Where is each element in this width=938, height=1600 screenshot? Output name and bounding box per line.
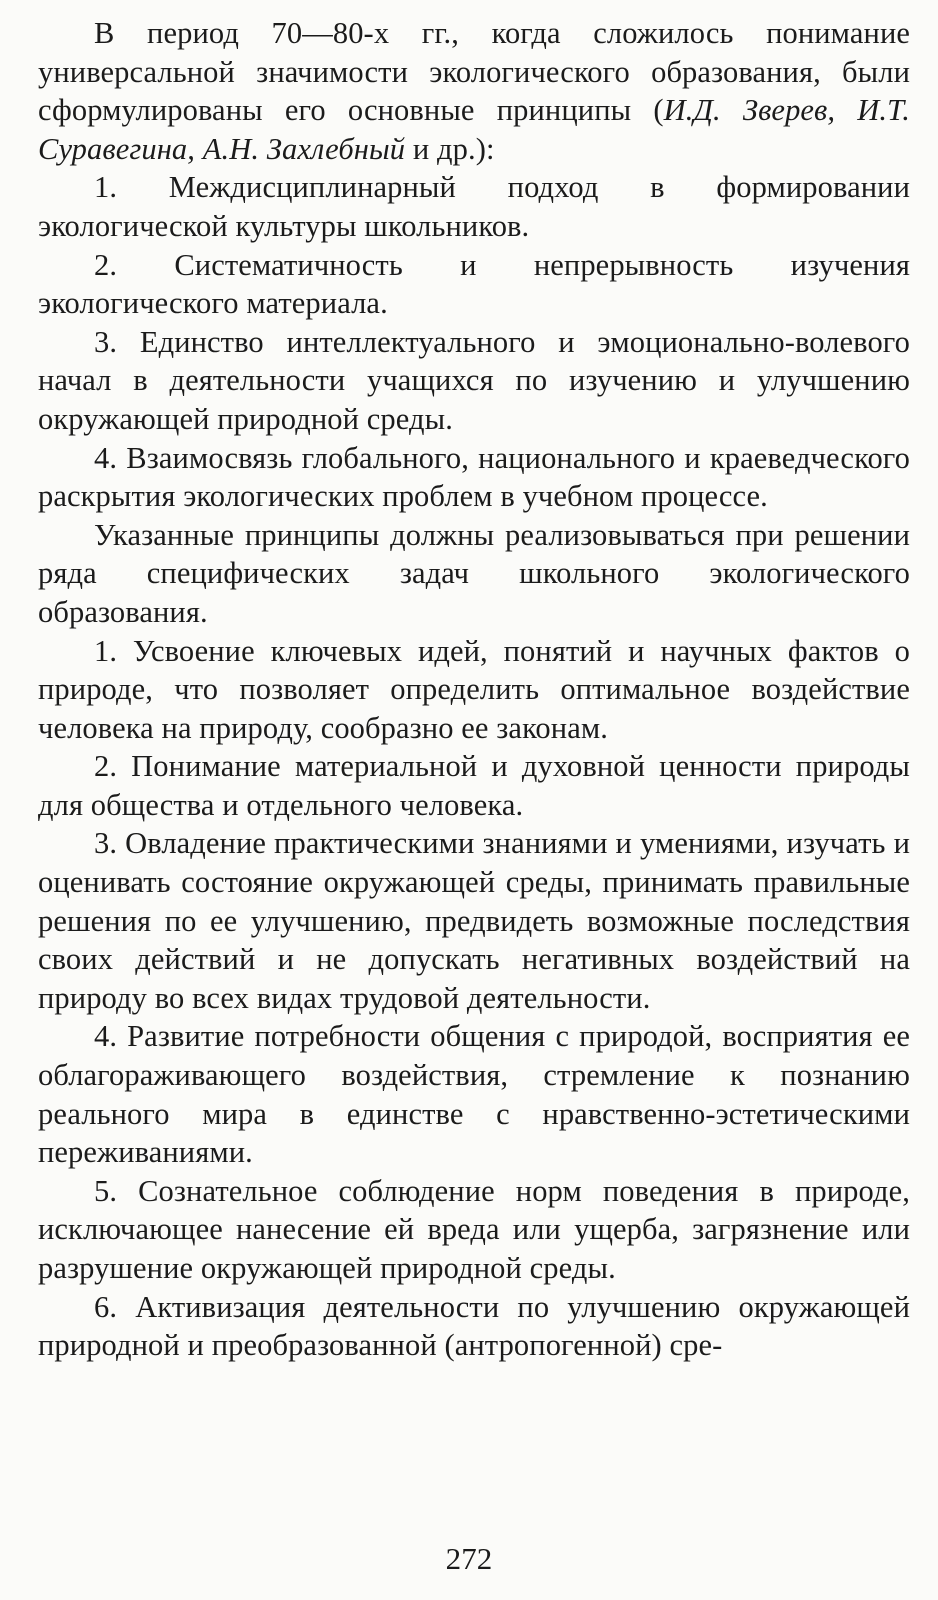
task-item: 1. Усвоение ключевых идей, понятий и научных фактов о природе, что позволяет определить оптимальное воздействие человека на природу, сообразно ее законам. [38, 633, 910, 745]
principle-item: 3. Единство интеллектуального и эмоционально-волевого начал в деятельности учащихся по изучению и улучшению окружающей природной среды. [38, 324, 910, 436]
principle-item: 4. Взаимосвязь глобального, национального и краеведческого раскрытия экологических проблем в учебном процессе. [38, 440, 910, 514]
page-number: 272 [445, 1541, 493, 1576]
intro-paragraph [38, 14, 910, 168]
transition-paragraph: Указанные принципы должны реализовываться при решении ряда специфических задач школьного экологического образования. [38, 517, 910, 629]
intro-text-before: В период 70—80-х гг., когда сложилось понимание универсальной значимости экологического образования, были сформулированы его основные принципы ( [38, 16, 910, 128]
task-item: 2. Понимание материальной и духовной ценности природы для общества и отдельного человека. [38, 749, 910, 822]
principle-item: 1. Междисциплинарный подход в формировании экологической культуры школьников. [38, 170, 910, 243]
authors-italic: И.Д. Зверев, И.Т. Суравегина, А.Н. Захлебный [38, 93, 911, 166]
task-item: 6. Активизация деятельности по улучшению окружающей природной и преобразованной (антропогенной) сре- [38, 1289, 910, 1363]
principle-item: 2. Систематичность и непрерывность изучения экологического материала. [38, 247, 910, 321]
intro-text-after: и др.): [405, 131, 495, 166]
task-item: 5. Сознательное соблюдение норм поведения в природе, исключающее нанесение ей вреда или ущерба, загрязнение или разрушение окружающей природной среды. [38, 1173, 910, 1285]
task-item: 4. Развитие потребности общения с природой, восприятия ее облагораживающего воздействия, стремление к познанию реального мира в единстве с нравственно-эстетическими переживаниями. [38, 1019, 910, 1170]
task-item: 3. Овладение практическими знаниями и умениями, изучать и оценивать состояние окружающей среды, принимать правильные решения по ее улучшению, предвидеть возможные последствия своих действий и не допускать негативных воздействий на природу во всех видах трудовой деятельности. [38, 826, 910, 1015]
